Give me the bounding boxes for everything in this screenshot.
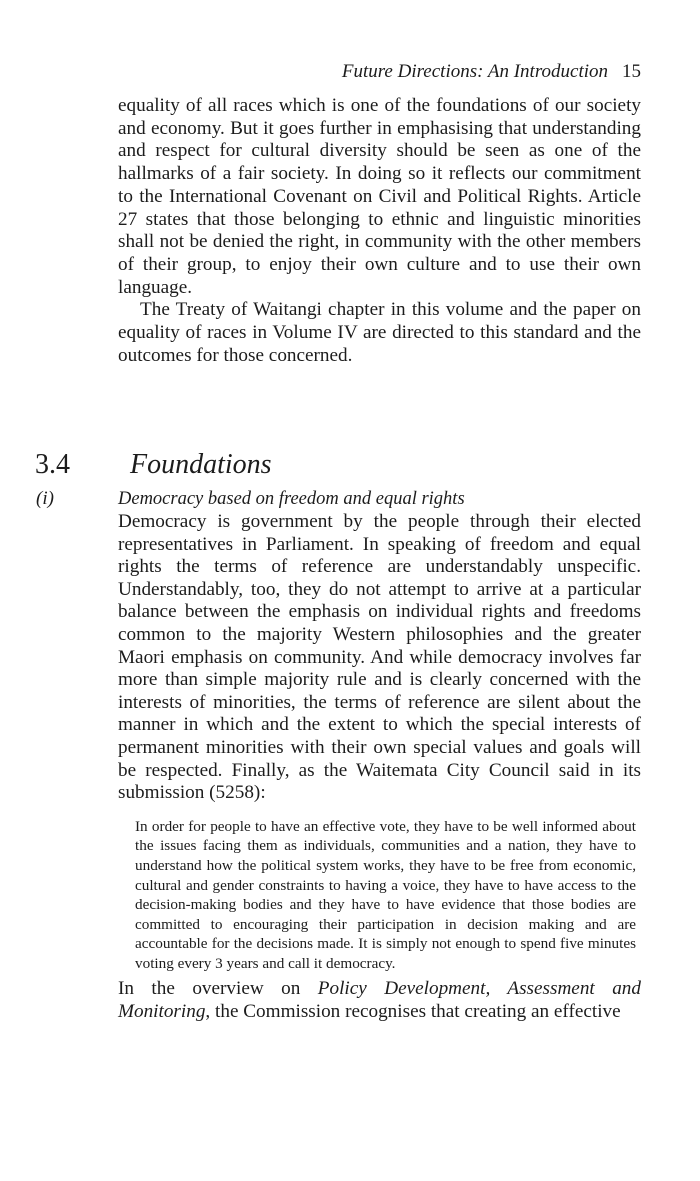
after-quote-lead: In the overview on	[118, 978, 318, 1000]
subsection-body: Democracy is government by the people through their elected representatives in Parliament. In speaking of freedom and equal rights the terms of reference are understandably unspecific. Understandably, too, they do not attempt to arrive at a particular balance between the emphasis on individual rights and freedoms common to the majority Western philosophies and the greater Maori emphasis on community. And while democracy involves far more than simple majority rule and is clearly concerned with the interests of minorities, the terms of reference are silent about the manner in which and the extent to which the special interests of permanent minorities with their own special values and goals will be respected. Finally, as the Waitemata City Council said in its submission (5258):	[118, 511, 641, 804]
section-title: Foundations	[130, 449, 272, 480]
page-number: 15	[622, 61, 641, 82]
intro-text	[118, 95, 641, 367]
after-quote-italic-title: Policy Development, Assessment and Monitoring	[118, 978, 641, 1023]
section-heading	[35, 448, 655, 482]
after-quote-paragraph	[118, 978, 641, 1023]
block-quote: In order for people to have an effective vote, they have to be well informed about the issues facing them as individuals, communities and a nation, they have to understand how the political system works, they have to be free from economic, cultural and gender constraints to having a voice, they have to have access to the decision-making bodies and they have to have evidence that those bodies are committed to encouraging their participation in decision making and are accountable for the decisions made. It is simply not enough to spend five minutes voting every 3 years and call it democracy.	[135, 817, 636, 972]
subsection-block	[118, 487, 641, 1024]
running-title: Future Directions: An Introduction	[341, 61, 608, 82]
intro-paragraph-2: The Treaty of Waitangi chapter in this volume and the paper on equality of races in Volume IV are directed to this standard and the outcomes for those concerned.	[118, 299, 641, 366]
section-number: 3.4	[35, 449, 70, 480]
running-header	[118, 58, 641, 86]
subsection-title: Democracy based on freedom and equal rights	[118, 489, 465, 509]
subsection-marker: (i)	[36, 488, 54, 509]
intro-paragraph-1: equality of all races which is one of the foundations of our society and economy. But it goes further in emphasising that understanding and respect for cultural diversity should be seen as one of the hallmarks of a fair society. In doing so it reflects our commitment to the International Covenant on Civil and Political Rights. Article 27 states that those belonging to ethnic and linguistic minorities shall not be denied the right, in community with the other members of their group, to enjoy their own culture and to use their own language.	[118, 95, 641, 298]
after-quote-tail: , the Commission recognises that creating an effective	[205, 1001, 621, 1023]
